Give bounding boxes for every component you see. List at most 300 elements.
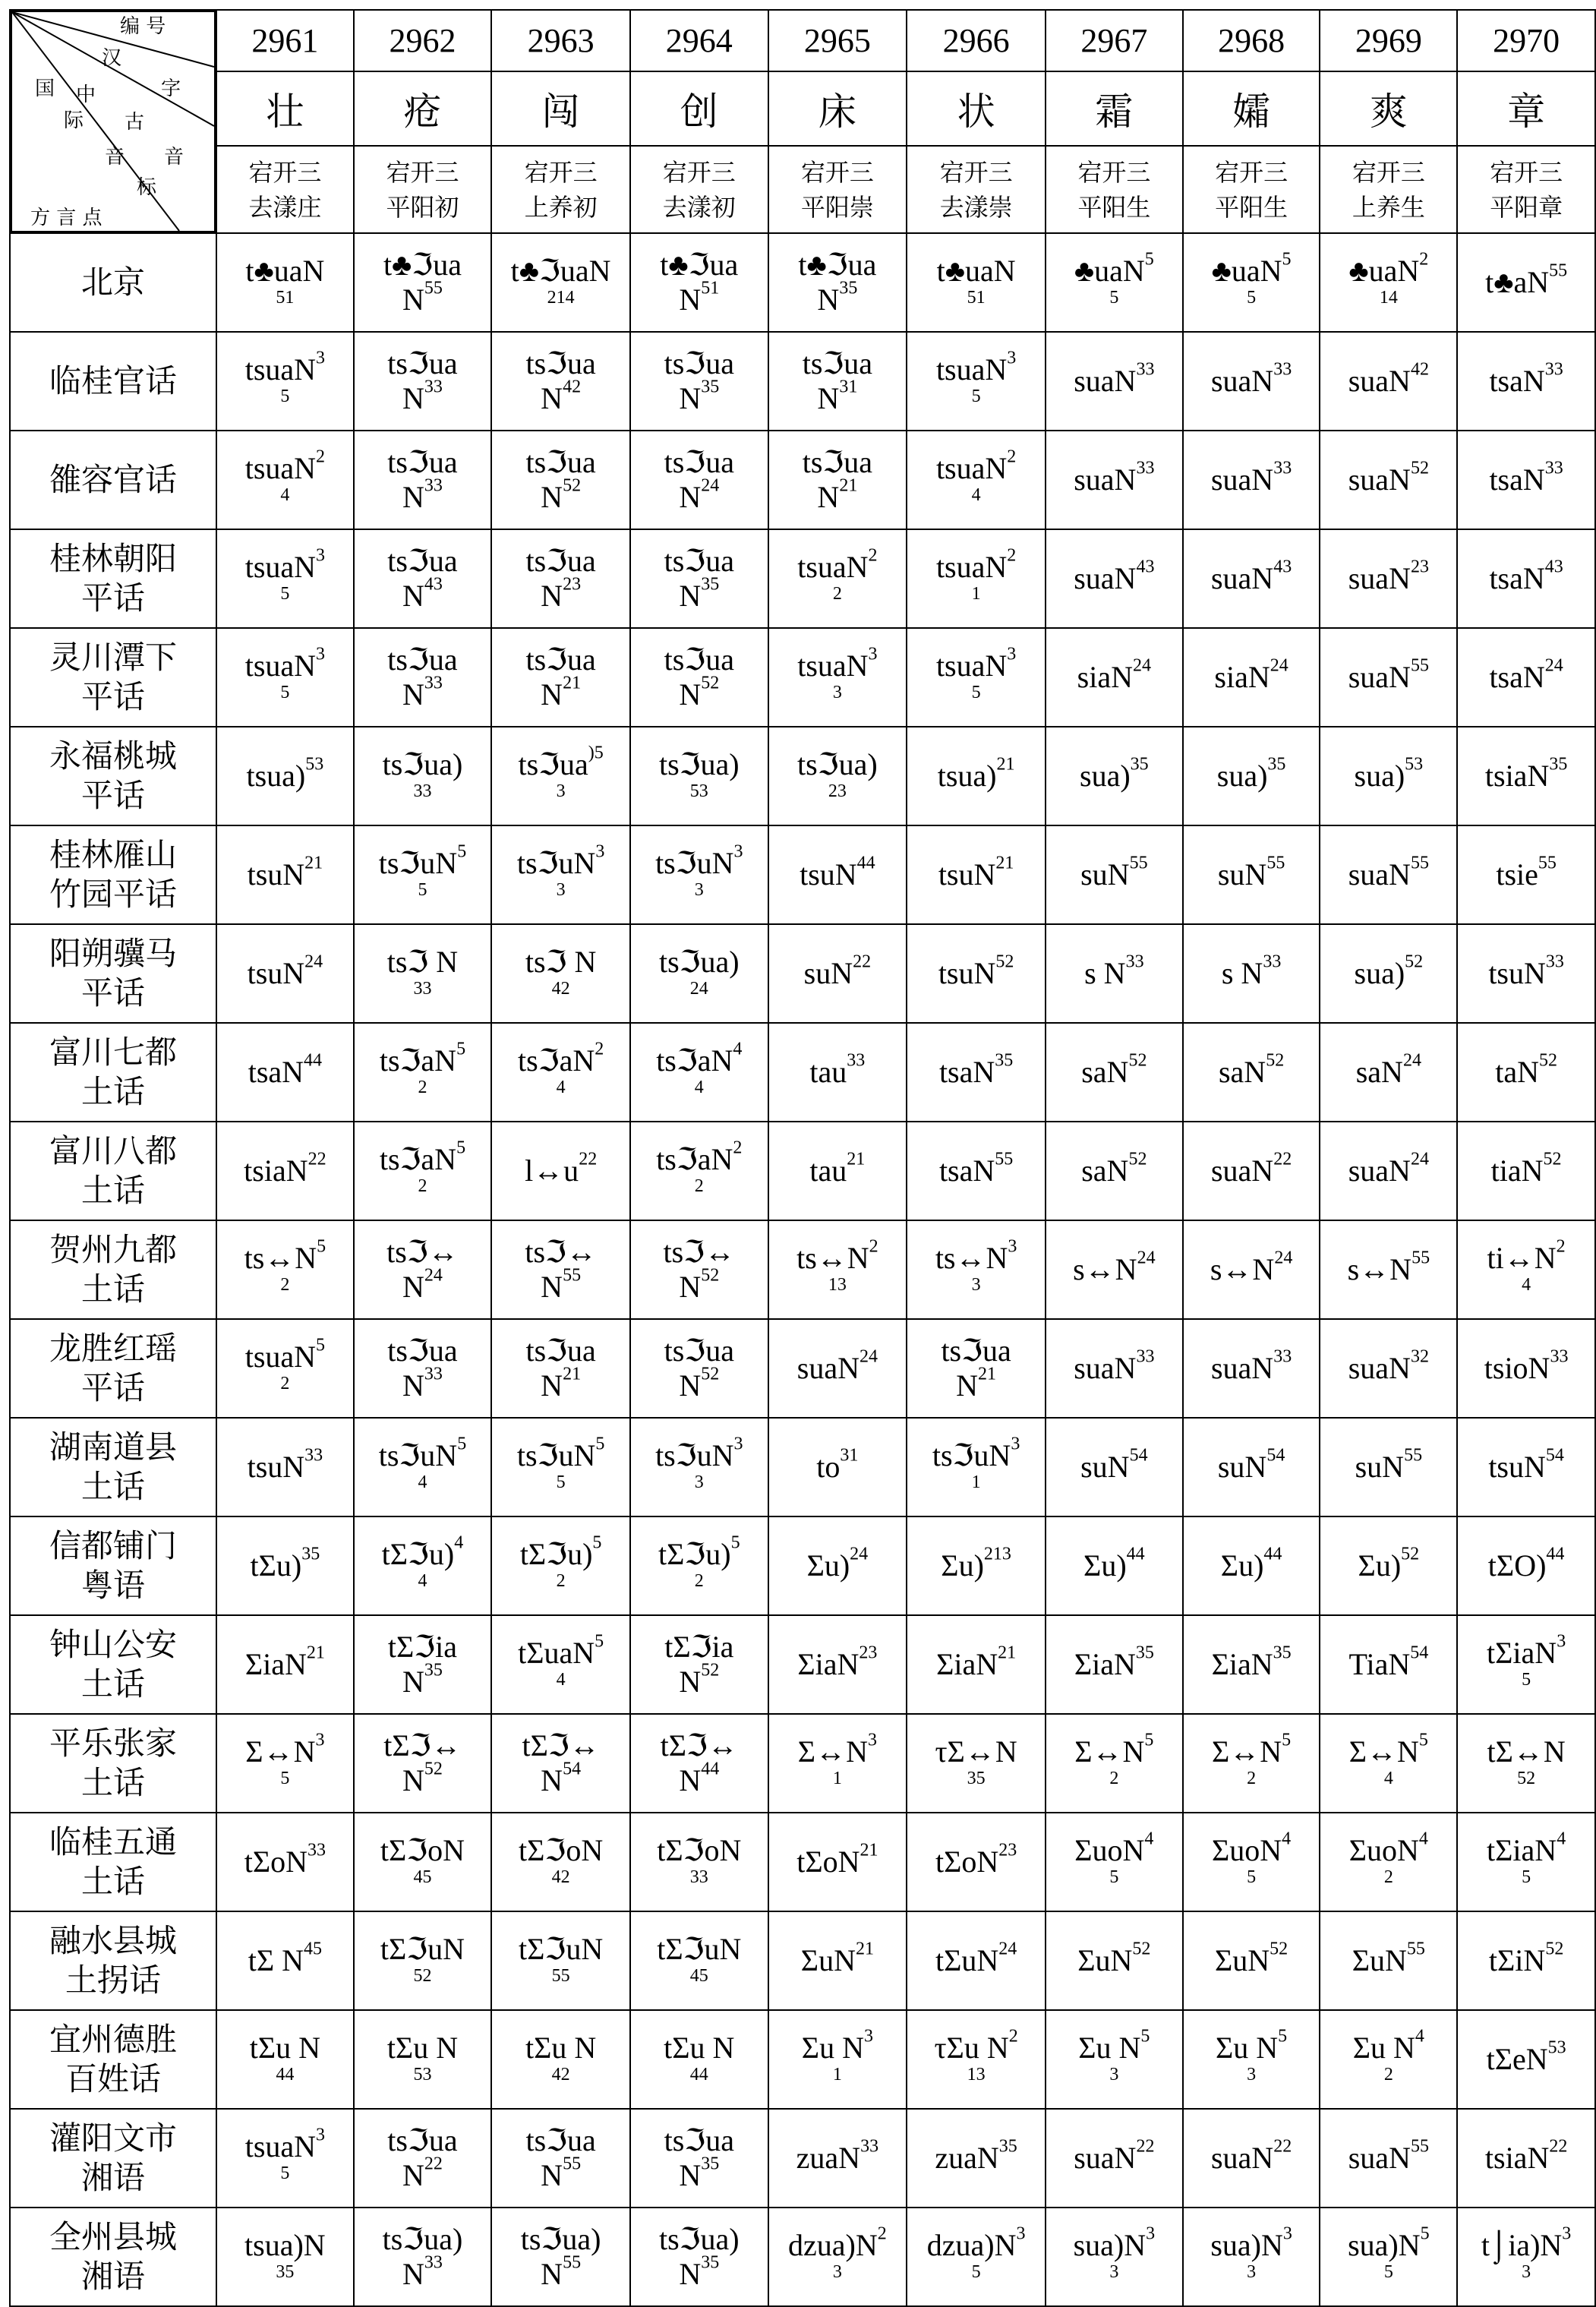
tone-superscript: 52 <box>1401 1544 1420 1564</box>
ipa-main <box>355 2123 490 2157</box>
tone-subscript: 5 <box>1247 288 1257 308</box>
pronunciation-cell <box>1183 2208 1320 2306</box>
pronunciation-cell <box>768 727 907 825</box>
chinese-character: 疮 <box>354 71 491 146</box>
tone-superscript: 21 <box>998 1643 1017 1663</box>
ipa-text: tsuaN <box>797 649 869 683</box>
dialect-name-line: 土话 <box>80 1665 145 1703</box>
ipa-main <box>217 1840 353 1879</box>
pronunciation-cell <box>1457 2109 1595 2208</box>
tone-superscript: 33 <box>1544 458 1563 478</box>
ipa-continuation <box>355 475 490 514</box>
dialect-point-name <box>10 529 216 628</box>
pronunciation-cell <box>216 1911 354 2010</box>
ipa-continuation <box>355 574 490 613</box>
corner-label-yin2: 音 <box>164 146 185 169</box>
ipa-main <box>492 642 629 677</box>
ipa-text: suaN <box>1348 2141 1411 2175</box>
ipa-text: t♣ℑua <box>660 248 739 282</box>
dialect-name-line: 灌阳文市 <box>49 2119 177 2157</box>
tone-superscript: 35 <box>301 1544 320 1564</box>
tone-superscript: 55 <box>563 1265 582 1286</box>
pronunciation-cell <box>1457 1813 1595 1911</box>
ipa-text: N <box>541 480 563 514</box>
dialect-name-line: 湖南道县 <box>49 1428 177 1466</box>
ipa-text: tsℑuN <box>932 1438 1011 1472</box>
tone-superscript: 3 <box>733 1434 743 1454</box>
ipa-text: τΣ↔N <box>935 1734 1017 1769</box>
ipa-main <box>1046 1939 1182 1977</box>
pronunciation-cell <box>491 924 630 1023</box>
ipa-main <box>907 2136 1045 2175</box>
tone-superscript: 44 <box>701 1759 720 1779</box>
ipa-main <box>492 2123 629 2157</box>
tone-subscript: 1 <box>832 1769 842 1788</box>
ipa-text: N <box>541 1763 563 1797</box>
ipa-main <box>1046 1730 1182 1769</box>
pronunciation-cell <box>1046 2010 1183 2109</box>
ipa-text: N <box>541 2257 563 2291</box>
pronunciation-cell <box>1046 431 1183 529</box>
pronunciation-cell <box>491 431 630 529</box>
dialect-point-name <box>10 1023 216 1122</box>
pronunciation-cell <box>768 1615 907 1714</box>
mc-line: 去漾初 <box>662 192 736 222</box>
tone-superscript: 33 <box>1545 952 1564 972</box>
dialect-point-name <box>10 1615 216 1714</box>
pronunciation-cell <box>216 2010 354 2109</box>
ipa-main <box>1320 458 1456 497</box>
ipa-text: Σu) <box>806 1548 850 1583</box>
ipa-main <box>769 1544 907 1583</box>
ipa-main <box>1320 754 1456 793</box>
tone-subscript: 3 <box>1522 2262 1531 2282</box>
tone-superscript: 52 <box>701 1265 720 1286</box>
tone-subscript: 45 <box>689 1966 708 1986</box>
ipa-main <box>1458 853 1594 892</box>
ipa-text: tau <box>809 1154 847 1188</box>
pronunciation-cell <box>216 628 354 727</box>
pronunciation-cell <box>354 2109 491 2208</box>
ipa-text: tΣiN <box>1488 1943 1546 1977</box>
ipa-text: tsℑua <box>664 1333 734 1368</box>
ipa-main <box>769 2223 907 2262</box>
tone-superscript: 24 <box>1133 655 1151 676</box>
tone-superscript: 24 <box>1270 655 1288 676</box>
pronunciation-cell <box>1183 529 1320 628</box>
ipa-main <box>1184 754 1320 793</box>
tone-superscript: 5 <box>595 1631 604 1652</box>
pronunciation-cell <box>354 1418 491 1516</box>
ipa-main <box>907 1840 1045 1879</box>
tone-subscript: 5 <box>1522 1867 1531 1887</box>
ipa-text: tsℑuN <box>516 1438 596 1472</box>
dialect-point-name <box>10 628 216 727</box>
mc-line: 平阳初 <box>386 192 459 222</box>
tone-superscript: 55 <box>995 1149 1014 1169</box>
ipa-text: tsuN <box>247 857 305 892</box>
char-number: 2962 <box>354 10 491 71</box>
ipa-text: Σ↔N <box>245 1734 316 1769</box>
ipa-main <box>217 545 353 584</box>
dialect-point-name <box>10 1418 216 1516</box>
tone-superscript: 54 <box>1129 1445 1148 1466</box>
ipa-main <box>631 642 767 677</box>
ipa-text: tΣℑu) <box>519 1537 593 1571</box>
ipa-continuation <box>355 1660 490 1699</box>
tone-superscript: 55 <box>563 2154 582 2174</box>
ipa-main <box>631 841 767 880</box>
ipa-text: tsℑua <box>525 445 596 479</box>
ipa-text: t♣ℑuaN <box>510 254 611 288</box>
ipa-main <box>631 1532 767 1571</box>
tone-superscript: 5 <box>730 1532 740 1553</box>
tone-superscript: 33 <box>1273 359 1292 380</box>
tone-superscript: 52 <box>1266 1050 1285 1071</box>
ipa-text: tsℑua) <box>382 747 463 781</box>
dialect-row <box>10 1023 1595 1122</box>
ipa-main <box>492 1039 629 1078</box>
tone-superscript: 33 <box>424 475 443 496</box>
pronunciation-cell <box>216 1418 354 1516</box>
tone-superscript: 52 <box>1405 952 1424 972</box>
ipa-main <box>631 1632 767 1662</box>
ipa-continuation <box>355 1759 490 1797</box>
ipa-main <box>1046 1445 1182 1484</box>
ipa-text: N <box>402 480 424 514</box>
ipa-main <box>1184 1544 1320 1583</box>
ipa-main <box>1184 1149 1320 1188</box>
pronunciation-cell <box>491 2109 630 2208</box>
ipa-text: tsuaN <box>935 550 1008 584</box>
header-number-row <box>10 10 1595 71</box>
tone-superscript: 33 <box>847 1050 866 1071</box>
ipa-text: suaN <box>1348 1351 1411 1385</box>
ipa-main <box>1046 557 1182 595</box>
ipa-text: N <box>541 2158 563 2192</box>
pronunciation-cell <box>354 233 491 332</box>
ipa-text: tΣu N <box>525 2031 597 2065</box>
ipa-main <box>1184 1050 1320 1089</box>
tone-superscript: )5 <box>588 743 604 763</box>
chinese-character: 床 <box>768 71 907 146</box>
tone-subscript: 3 <box>556 781 566 801</box>
pronunciation-cell <box>768 1911 907 2010</box>
tone-subscript: 2 <box>280 1374 290 1393</box>
ipa-text: tau <box>809 1055 847 1089</box>
ipa-text: l↔u <box>525 1154 579 1188</box>
pronunciation-cell <box>1320 1911 1457 2010</box>
tone-superscript: 52 <box>1538 1050 1557 1071</box>
pronunciation-cell <box>1457 1418 1595 1516</box>
ipa-text: ts↔N <box>244 1241 317 1275</box>
ipa-text: Σ↔N <box>1348 1734 1419 1769</box>
pronunciation-cell <box>768 2109 907 2208</box>
ipa-main <box>1184 853 1320 892</box>
tone-superscript: 35 <box>1130 754 1149 775</box>
ipa-main <box>907 348 1045 387</box>
pronunciation-cell <box>630 332 768 431</box>
ipa-text: tsuN <box>938 956 996 990</box>
ipa-text: tΣu N <box>386 2031 459 2065</box>
ipa-main <box>1320 1643 1456 1681</box>
pronunciation-cell <box>1183 2109 1320 2208</box>
ipa-text: sua) <box>1216 759 1268 793</box>
tone-superscript: 4 <box>1144 1829 1154 1849</box>
ipa-main <box>1184 952 1320 990</box>
ipa-main <box>355 841 490 880</box>
ipa-main <box>769 853 907 892</box>
ipa-main <box>217 1643 353 1681</box>
tone-superscript: 22 <box>579 1149 598 1169</box>
middle-chinese-category <box>1046 146 1183 233</box>
dialect-row <box>10 628 1595 727</box>
ipa-main <box>631 1039 767 1078</box>
ipa-main <box>217 1050 353 1089</box>
ipa-main <box>631 546 767 576</box>
ipa-main <box>492 447 629 478</box>
tone-superscript: 24 <box>1410 1149 1429 1169</box>
tone-superscript: 5 <box>317 1236 326 1257</box>
ipa-text: s N <box>1084 956 1126 990</box>
tone-superscript: 24 <box>998 1939 1017 1959</box>
ipa-main <box>1184 1939 1320 1977</box>
dialect-name-line: 贺州九都 <box>49 1231 177 1268</box>
ipa-text: suaN <box>1210 1351 1274 1385</box>
ipa-text: tsuN <box>1488 1450 1546 1484</box>
chinese-character: 孀 <box>1183 71 1320 146</box>
tone-superscript: 33 <box>1136 458 1155 478</box>
pronunciation-cell <box>1457 2208 1595 2306</box>
ipa-main <box>907 1643 1045 1681</box>
ipa-text: N <box>679 381 702 415</box>
chinese-character: 章 <box>1457 71 1595 146</box>
char-number: 2966 <box>907 10 1046 71</box>
tone-superscript: 55 <box>1406 1939 1425 1959</box>
pronunciation-cell <box>216 529 354 628</box>
ipa-text: t♣uaN <box>936 254 1016 288</box>
ipa-text: N <box>541 381 563 415</box>
ipa-text: tΣℑu) <box>658 1537 731 1571</box>
tone-superscript: 44 <box>304 1050 323 1071</box>
middle-chinese-category <box>768 146 907 233</box>
tone-superscript: 43 <box>1544 557 1563 577</box>
tone-subscript: 3 <box>1109 2262 1119 2282</box>
ipa-text: tsℑua) <box>658 747 740 781</box>
tone-superscript: 35 <box>1267 754 1286 775</box>
pronunciation-cell <box>1046 529 1183 628</box>
tone-superscript: 24 <box>304 952 323 972</box>
ipa-main <box>631 2123 767 2157</box>
ipa-main <box>492 1333 629 1368</box>
tone-superscript: 3 <box>316 348 326 368</box>
ipa-text: tsℑua <box>525 1333 596 1368</box>
dialect-row <box>10 233 1595 332</box>
tone-superscript: 35 <box>998 2136 1017 2157</box>
pronunciation-cell <box>1046 1516 1183 1615</box>
ipa-text: tsℑaN <box>379 1142 457 1176</box>
ipa-main <box>492 1237 629 1267</box>
tone-superscript: 213 <box>983 1544 1011 1564</box>
pronunciation-cell <box>768 1023 907 1122</box>
ipa-text: suaN <box>1210 462 1274 497</box>
ipa-text: Σ↔N <box>1074 1734 1145 1769</box>
ipa-text: tsuaN <box>935 451 1008 485</box>
pronunciation-cell <box>354 1516 491 1615</box>
tone-superscript: 42 <box>563 377 582 397</box>
dialect-row <box>10 1418 1595 1516</box>
pronunciation-cell <box>1457 825 1595 924</box>
ipa-main <box>1458 260 1594 299</box>
ipa-main <box>631 747 767 781</box>
tone-superscript: 24 <box>1274 1248 1293 1268</box>
ipa-text: tsℑaN <box>518 1043 595 1078</box>
tone-superscript: 53 <box>1547 2037 1566 2058</box>
tone-subscript: 53 <box>689 781 708 801</box>
tone-superscript: 3 <box>316 545 326 566</box>
ipa-text: taN <box>1495 1055 1539 1089</box>
ipa-text: suN <box>1217 1450 1267 1484</box>
ipa-continuation <box>631 673 767 712</box>
ipa-text: tsℑua) <box>382 2222 463 2256</box>
ipa-main <box>492 743 629 781</box>
ipa-main <box>217 2125 353 2163</box>
ipa-text: tsioN <box>1484 1351 1550 1385</box>
ipa-text: tΣu) <box>250 1548 302 1583</box>
tone-subscript: 3 <box>1247 2262 1257 2282</box>
pronunciation-cell <box>1320 1418 1457 1516</box>
ipa-main <box>217 644 353 683</box>
pronunciation-cell <box>1046 1023 1183 1122</box>
ipa-main <box>907 1149 1045 1188</box>
tone-subscript: 5 <box>1522 1670 1531 1690</box>
pronunciation-cell <box>1046 628 1183 727</box>
tone-superscript: 3 <box>1557 1631 1566 1652</box>
pronunciation-cell <box>630 1714 768 1813</box>
ipa-main <box>631 2033 767 2063</box>
pronunciation-cell <box>1457 529 1595 628</box>
tone-superscript: 35 <box>995 1050 1014 1071</box>
tone-superscript: 22 <box>308 1149 326 1169</box>
ipa-main <box>1046 1346 1182 1385</box>
pronunciation-cell <box>630 1220 768 1319</box>
tone-subscript: 3 <box>1109 2065 1119 2085</box>
pronunciation-cell <box>216 431 354 529</box>
ipa-text: tΣuaN <box>518 1636 595 1670</box>
ipa-main <box>1046 1829 1182 1867</box>
tone-superscript: 35 <box>1549 754 1568 775</box>
tone-subscript: 5 <box>280 584 290 604</box>
tone-superscript: 35 <box>1135 1643 1154 1663</box>
ipa-text: tsℑua <box>387 445 458 479</box>
tone-superscript: 55 <box>1410 655 1429 676</box>
ipa-main <box>1184 2223 1320 2262</box>
tone-superscript: 35 <box>701 2252 720 2273</box>
tone-subscript: 3 <box>832 2262 842 2282</box>
tone-subscript: 5 <box>1247 1867 1257 1887</box>
tone-superscript: 52 <box>1128 1149 1147 1169</box>
pronunciation-cell <box>1046 1615 1183 1714</box>
ipa-text: N <box>679 579 702 613</box>
dialect-point-name <box>10 2010 216 2109</box>
ipa-text: N <box>541 1368 563 1403</box>
tone-superscript: 2 <box>877 2223 887 2244</box>
ipa-text: N <box>402 1763 424 1797</box>
pronunciation-cell <box>768 1220 907 1319</box>
ipa-text: tsaN <box>1489 364 1545 398</box>
ipa-text: tsuN <box>1488 956 1546 990</box>
ipa-text: tsℑua <box>664 544 734 578</box>
ipa-text: tsℑua <box>525 544 596 578</box>
dialect-point-name <box>10 1220 216 1319</box>
ipa-text: tsℑ↔ <box>386 1235 459 1269</box>
tone-superscript: 21 <box>860 1840 878 1860</box>
tone-superscript: 33 <box>1550 1346 1569 1367</box>
ipa-text: N <box>679 1270 702 1304</box>
tone-superscript: 23 <box>998 1840 1017 1860</box>
pronunciation-cell <box>1183 628 1320 727</box>
tone-superscript: 44 <box>1546 1544 1565 1564</box>
dialect-point-name <box>10 1714 216 1813</box>
ipa-text: tsℑaN <box>656 1043 733 1078</box>
ipa-text: Σ↔N <box>1212 1734 1282 1769</box>
ipa-text: tsℑua <box>525 346 596 380</box>
tone-superscript: 45 <box>304 1939 323 1959</box>
ipa-text: tsℑua) <box>520 2222 601 2256</box>
ipa-text: ΣuN <box>1352 1943 1407 1977</box>
ipa-main <box>1320 952 1456 990</box>
tone-superscript: 21 <box>563 1364 582 1384</box>
pronunciation-cell <box>354 2208 491 2306</box>
pronunciation-cell <box>1457 727 1595 825</box>
pronunciation-cell <box>354 1319 491 1418</box>
ipa-continuation <box>631 1759 767 1797</box>
tone-superscript: 21 <box>995 853 1014 873</box>
pronunciation-cell <box>1457 1122 1595 1220</box>
pronunciation-cell <box>354 1023 491 1122</box>
ipa-main <box>1458 1939 1594 1977</box>
tone-superscript: 4 <box>1415 2026 1424 2047</box>
dialect-name-line: 平话 <box>80 974 145 1011</box>
ipa-text: tsuaN <box>244 1340 317 1374</box>
corner-label-gu: 古 <box>125 111 145 134</box>
ipa-main <box>1458 2223 1594 2262</box>
pronunciation-cell <box>491 1220 630 1319</box>
ipa-text: N <box>679 1665 702 1699</box>
ipa-main <box>1458 1149 1594 1188</box>
ipa-main <box>631 1835 767 1866</box>
dialect-name-line: 信都铺门 <box>49 1527 177 1564</box>
ipa-text: tsℑua <box>664 445 734 479</box>
ipa-text: tΣℑia <box>664 1630 734 1664</box>
pronunciation-cell <box>1183 1714 1320 1813</box>
pronunciation-cell <box>630 924 768 1023</box>
ipa-text: tΣO) <box>1487 1548 1547 1583</box>
tone-subscript: 5 <box>556 1472 566 1492</box>
ipa-text: tsaN <box>938 1055 995 1089</box>
middle-chinese-category <box>216 146 354 233</box>
tone-subscript: 35 <box>967 1769 986 1788</box>
dialect-row <box>10 529 1595 628</box>
mc-line: 上养初 <box>524 192 598 222</box>
ipa-main <box>769 1730 907 1769</box>
ipa-text: ♣uaN <box>1211 254 1282 288</box>
corner-label-zhong: 中 <box>76 84 96 106</box>
ipa-main <box>217 1544 353 1583</box>
ipa-continuation <box>631 377 767 415</box>
ipa-text: to <box>816 1450 841 1484</box>
ipa-text: tsℑua <box>802 445 873 479</box>
